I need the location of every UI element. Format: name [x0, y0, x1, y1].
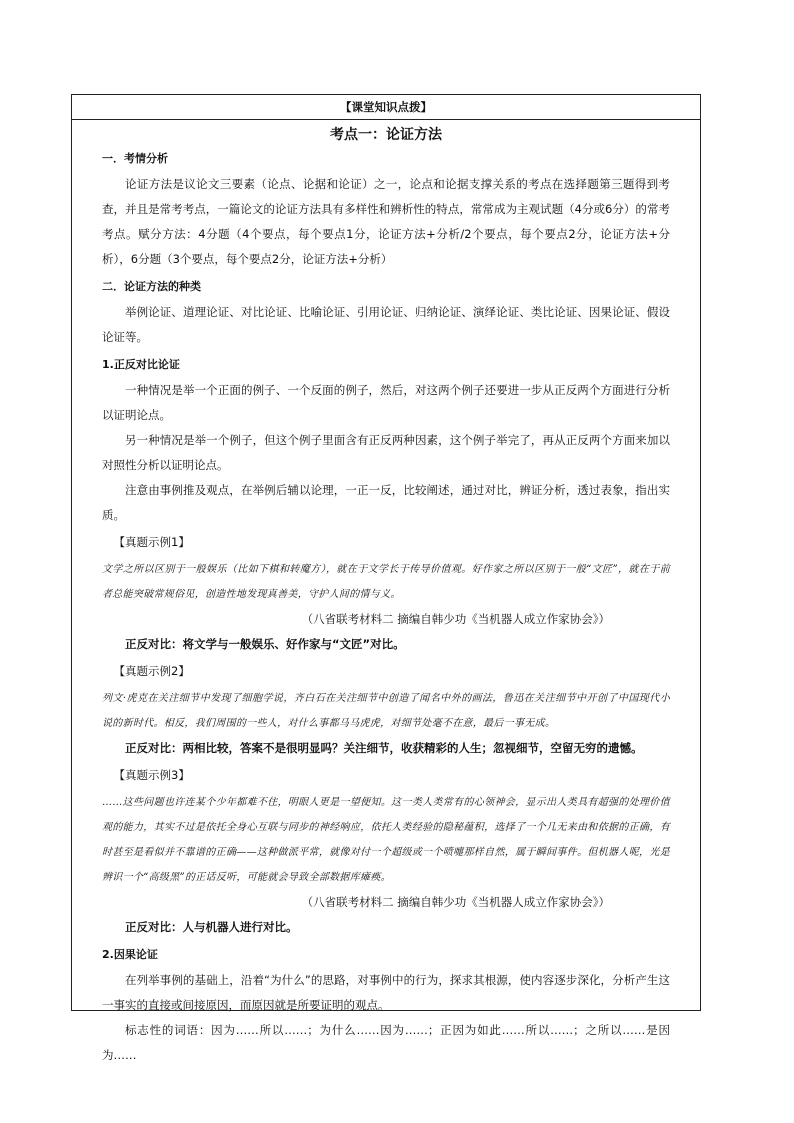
example2-label: 【真题示例2】	[113, 664, 190, 678]
sub2-paragraph-2: 标志性的词语：因为……所以……；为什么……因为……；正因为如此……所以……；之所以……是因为……	[102, 1023, 670, 1062]
example1-quote: 文学之所以区别于一般娱乐（比如下棋和转魔方），就在于文学长于传导价值观。好作家之所以区别于一般“文匠”，就在于前者总能突破常规俗见，创造性地发现真善美，守护人间的情与义。	[102, 564, 670, 600]
section2-heading: 二．论证方法的种类	[102, 280, 201, 293]
page-title: 考点一：论证方法	[330, 127, 442, 143]
example1-label: 【真题示例1】	[113, 535, 190, 549]
example2-quote: 列文·虎克在关注细节中发现了细胞学说，齐白石在关注细节中创造了闻名中外的画法，鲁迅在关注细节中开创了中国现代小说的新时代。相反，我们周围的一些人，对什么事都马马虎虎，对细节处毫不在意，最后一事无成。	[102, 693, 670, 729]
lesson-table	[71, 94, 701, 1062]
section2-paragraph: 举例论证、道理论证、对比论证、比喻论证、引用论证、归纳论证、演绎论证、类比论证、因果论证、假设论证等。	[102, 305, 670, 344]
table-body	[72, 126, 700, 1068]
example3-label: 【真题示例3】	[113, 768, 190, 782]
example2-answer: 正反对比：两相比较，答案不是很明显吗？关注细节，收获精彩的人生；忽视细节，空留无穷的遗憾。	[125, 741, 643, 755]
example3-source: （八省联考材料二 摘编自韩少功《当机器人成立作家协会》）	[301, 895, 610, 909]
sub1-paragraph-3: 注意由事例推及观点，在举例后辅以论理，一正一反，比较阐述，通过对比，辨证分析，透过表象，指出实质。	[102, 483, 670, 522]
header-label: 【课堂知识点拨】	[340, 100, 432, 114]
example1-source: （八省联考材料二 摘编自韩少功《当机器人成立作家协会》）	[301, 612, 610, 626]
table-header	[72, 95, 700, 120]
section1-paragraph: 论证方法是议论文三要素（论点、论据和论证）之一，论点和论据支撑关系的考点在选择题第三题得到考查，并且是常考考点，一篇论文的论证方法具有多样性和辨析性的特点，常常成为主观试题（4分或6分）的常考考点。赋分方法：4分题（4个要点，每个要点1分，论证方法+分析/2个要点，每个要点2分，论证方法+分析），6分题（3个要点，每个要点2分，论证方法+分析）	[102, 177, 670, 266]
section1-heading: 一．考情分析	[102, 152, 168, 165]
example3-quote: ……这些问题也许连某个少年都难不住，明眼人更是一望便知。这一类人类常有的心领神会，显示出人类具有超强的处理价值观的能力，其实不过是依托全身心互联与同步的神经响应，依托人类经验的隐秘蕴积，选择了一个几无来由和依据的正确，有时甚至是看似并不靠谱的正确——这种做派平常，就像对付一个超级或一个喷嚏那样自然，属于瞬间事件。但机器人呢，光是辨识一个“高级黑”的正话反听，可能就会导致全部数据库瘫痪。	[102, 797, 670, 883]
example3-answer: 正反对比：人与机器人进行对比。	[125, 920, 298, 934]
sub2-heading: 2.因果论证	[102, 948, 158, 961]
example1-answer: 正反对比：将文学与一般娱乐、好作家与“文匠”对比。	[125, 637, 405, 651]
sub1-heading: 1.正反对比论证	[102, 358, 180, 371]
sub1-paragraph-1: 一种情况是举一个正面的例子、一个反面的例子，然后，对这两个例子还要进一步从正反两个方面进行分析以证明论点。	[102, 383, 670, 422]
sub1-paragraph-2: 另一种情况是举一个例子，但这个例子里面含有正反两种因素，这个例子举完了，再从正反两个方面来加以对照性分析以证明论点。	[102, 433, 670, 472]
sub2-paragraph-1: 在列举事例的基础上，沿着“为什么”的思路，对事例中的行为，探求其根源，使内容逐步深化，分析产生这一事实的直接或间接原因，而原因就是所要证明的观点。	[102, 973, 670, 1012]
